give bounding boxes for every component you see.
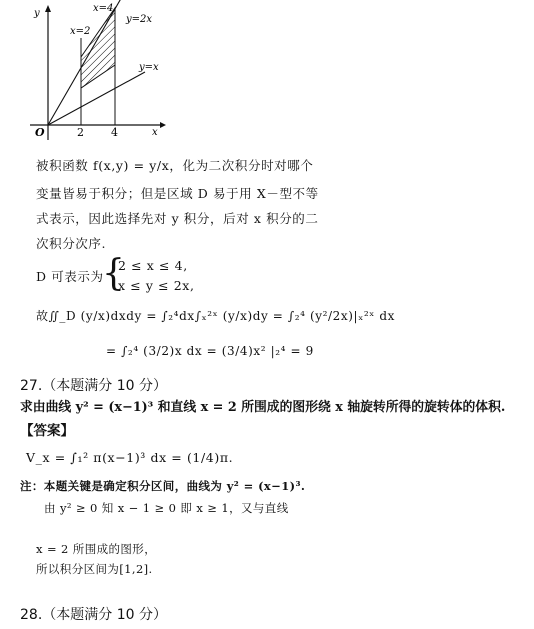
shaded-region-d [81,8,115,88]
x-axis-label: x [152,127,158,138]
label-x-2: x=2 [70,26,91,37]
question-27-header: 27.（本题满分 10 分） [20,378,167,394]
tick-label-4: 4 [111,126,118,139]
label-x-4: x=4 [93,3,114,14]
answer-tag: 【答案】 [20,423,74,439]
region-inequality-2: x ≤ y ≤ 2x, [118,278,195,293]
question-27-text: 求由曲线 y² = (x−1)³ 和直线 x = 2 所围成的图形绕 x 轴旋转所得的旋转体的体积. [20,400,506,415]
note-line-2: 由 y² ≥ 0 知 x − 1 ≥ 0 即 x ≥ 1，又与直线 [44,501,289,515]
region-intro: D 可表示为 [36,269,104,284]
region-figure [0,0,200,150]
note-line-1: 注：本题关键是确定积分区间，曲线为 y² = (x−1)³. [20,479,306,493]
y-axis-arrow [45,5,51,12]
label-y-2x: y=2x [126,14,153,25]
y-axis-label: y [34,8,40,19]
solution-paragraph-line-1: 被积函数 f(x,y) = y/x，化为二次积分时对哪个 [36,158,314,173]
note-line-4: 所以积分区间为[1,2]. [36,562,153,576]
origin-label: O [35,126,45,139]
solution-paragraph-line-4: 次积分次序. [36,236,107,251]
region-inequality-1: 2 ≤ x ≤ 4, [118,258,188,273]
region-brace: { [102,253,125,294]
solution-paragraph-line-2: 变量皆易于积分；但是区域 D 易于用 X－型不等 [36,186,319,201]
question-28-header: 28.（本题满分 10 分） [20,607,167,623]
solution-paragraph-line-3: 式表示，因此选择先对 y 积分，后对 x 积分的二 [36,211,319,226]
answer-formula: V_x = ∫₁² π(x−1)³ dx = (1/4)π. [26,450,234,465]
tick-label-2: 2 [77,126,84,139]
x-axis-arrow [160,122,166,128]
integral-equation-2: = ∫₂⁴ (3/2)x dx = (3/4)x² |₂⁴ = 9 [106,344,314,358]
line-y-x [48,72,145,125]
integral-equation-1: 故∬_D (y/x)dxdy = ∫₂⁴dx∫ₓ²ˣ (y/x)dy = ∫₂⁴ (y²/2x)|ₓ²ˣ dx [36,309,396,323]
label-y-x: y=x [139,62,159,73]
note-line-3: x = 2 所围成的图形， [36,542,157,556]
